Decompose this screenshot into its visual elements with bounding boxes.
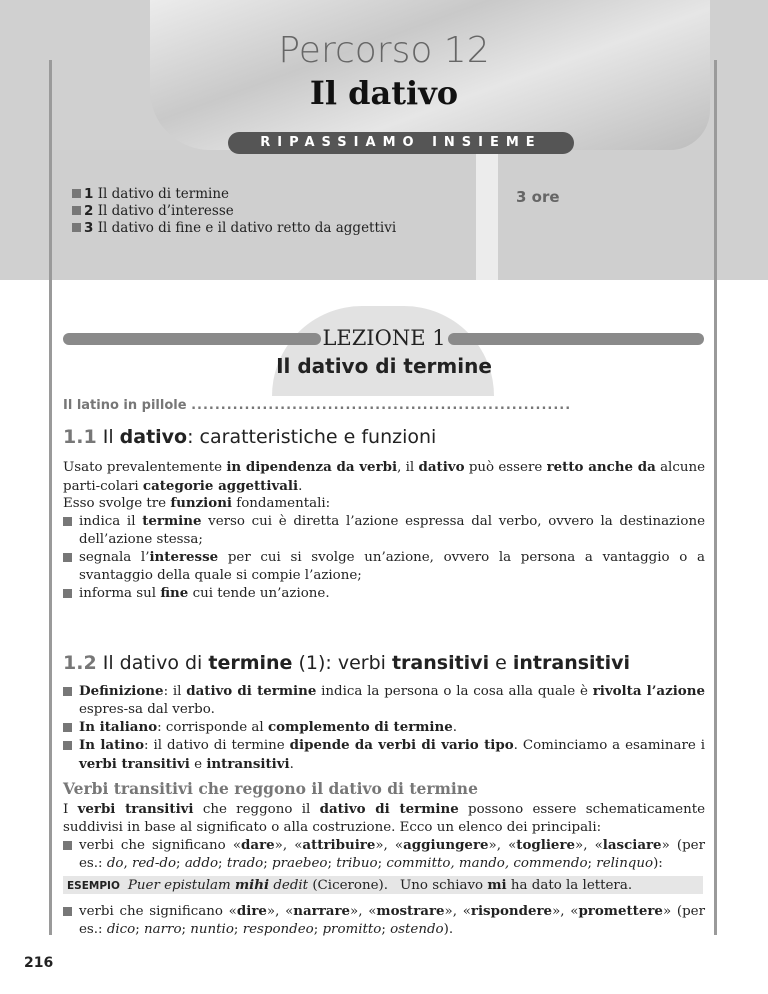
list-item: verbi che significano «dare», «attribuire», «aggiungere», «togliere», «lasciare» (per es.: do, red-do; addo; trado; praebeo; tribuo; committo, mando, commendo; relinquo): xyxy=(63,836,705,873)
section-heading-1-2: 1.2 Il dativo di termine (1): verbi transitivi e intransitivi xyxy=(63,652,631,674)
square-bullet-icon xyxy=(63,553,72,562)
list-item: In italiano: corrisponde al complemento di termine. xyxy=(63,718,705,737)
list-item: indica il termine verso cui è diretta l’azione espressa dal verbo, ovvero la destinazione dell’azione stessa; xyxy=(63,512,705,549)
example-box: ESEMPIO Puer epistulam mihi dedit (Cicerone). Uno schiavo mi ha dato la lettera. xyxy=(63,876,703,894)
square-bullet-icon xyxy=(63,741,72,750)
chapter-title: Il dativo xyxy=(309,74,459,112)
toc-divider xyxy=(476,150,498,280)
chapter-number: Percorso 12 xyxy=(278,30,490,71)
square-bullet-icon xyxy=(63,723,72,732)
example-translation: Uno schiavo mi ha dato la lettera. xyxy=(400,877,633,893)
square-bullet-icon xyxy=(72,206,81,215)
square-bullet-icon xyxy=(63,517,72,526)
toc-item[interactable]: 1 Il dativo di termine xyxy=(72,186,396,203)
list-item: informa sul fine cui tende un’azione. xyxy=(63,584,705,603)
frame-right xyxy=(714,60,717,935)
square-bullet-icon xyxy=(63,907,72,916)
example-label: ESEMPIO xyxy=(67,880,120,892)
square-bullet-icon xyxy=(72,223,81,232)
paragraph: Usato prevalentemente in dipendenza da verbi, il dativo può essere retto anche da alcune parti-colari categorie aggettivali. xyxy=(63,459,706,494)
list-item: segnala l’interesse per cui si svolge un’azione, ovvero la persona a vantaggio o a svantaggio della quale si compie l’azione; xyxy=(63,548,705,585)
section-ribbon: RIPASSIAMO INSIEME xyxy=(228,132,574,154)
page-number: 216 xyxy=(24,955,54,971)
paragraph: Esso svolge tre funzioni fondamentali: xyxy=(63,495,331,511)
list-item: Definizione: il dativo di termine indica la persona o la cosa alla quale è rivolta l’azione espres-sa dal verbo. xyxy=(63,682,705,719)
duration: 3 ore xyxy=(516,188,560,206)
square-bullet-icon xyxy=(63,841,72,850)
toc-item[interactable]: 2 Il dativo d’interesse xyxy=(72,203,396,220)
toc-item[interactable]: 3 Il dativo di fine e il dativo retto da aggettivi xyxy=(72,220,396,237)
list-item: verbi che significano «dire», «narrare», «mostrare», «rispondere», «promettere» (per es.: dico; narro; nuntio; respondeo; promitto; ostendo). xyxy=(63,902,705,939)
frame-left xyxy=(49,60,52,935)
subheading: Verbi transitivi che reggono il dativo di termine xyxy=(63,779,478,798)
square-bullet-icon xyxy=(63,687,72,696)
section-heading-1-1: 1.1 Il dativo: caratteristiche e funzioni xyxy=(63,426,437,448)
list-item: In latino: il dativo di termine dipende da verbi di vario tipo. Cominciamo a esaminare i verbi transitivi e intransitivi. xyxy=(63,736,705,774)
square-bullet-icon xyxy=(72,189,81,198)
paragraph: I verbi transitivi che reggono il dativo di termine possono essere schematicamente suddivisi in base al significato o alla costruzione. Ecco un elenco dei principali: xyxy=(63,801,705,835)
lesson-label: LEZIONE 1 xyxy=(322,326,446,350)
lesson-title: Il dativo di termine xyxy=(276,354,492,378)
table-of-contents xyxy=(72,186,396,237)
lesson-arc xyxy=(272,306,494,396)
square-bullet-icon xyxy=(63,589,72,598)
pillole-rule: Il latino in pillole ................................................................ xyxy=(63,398,572,413)
